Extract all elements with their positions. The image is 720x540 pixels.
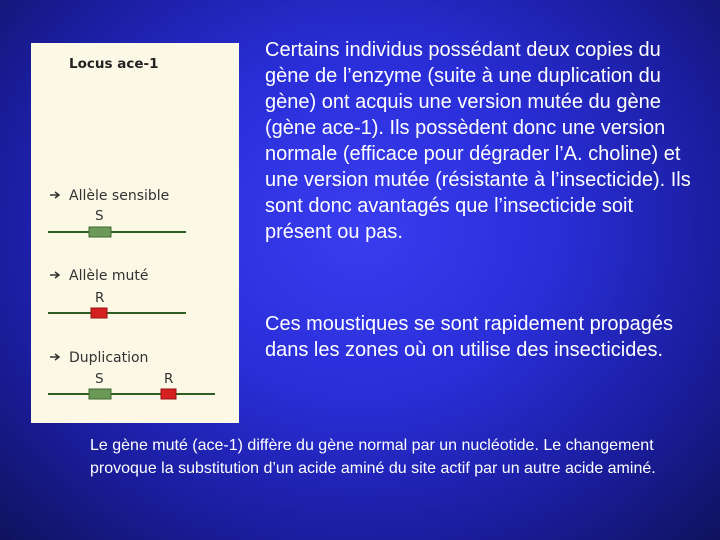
- allele-label-s: S: [95, 371, 104, 387]
- row-duplication: [48, 350, 215, 399]
- gene-mutant-box: [91, 308, 107, 318]
- explanation-paragraph-2: Ces moustiques se sont rapidement propagés dans les zones où on utilise des insecticides.: [265, 313, 674, 361]
- locus-figure: [31, 43, 239, 423]
- allele-label-s: S: [95, 208, 104, 224]
- locus-diagram: [31, 43, 239, 423]
- row-label: Allèle sensible: [69, 188, 170, 204]
- row-allele-mute: [48, 268, 186, 318]
- explanation-paragraph-1: Certains individus possédant deux copies du gène de l’enzyme (suite à une duplication du gène) ont acquis une version mutée du gène (gène ace-1). Ils possèdent donc une version normale (efficace pour dégrader l’A. choline) et une version mutée (résistante à l’insecticide). Ils sont donc avantagés que l’insecticide soit présent ou pas.: [265, 39, 691, 243]
- row-label: Allèle muté: [69, 268, 149, 284]
- gene-normal-box: [89, 389, 111, 399]
- locus-title: Locus ace-1: [69, 56, 159, 72]
- explanation-paragraph-3: Le gène muté (ace-1) diffère du gène normal par un nucléotide. Le changement provoque la substitution d’un acide aminé du site actif par un autre acide aminé.: [90, 437, 656, 477]
- arrow-icon: [50, 272, 59, 278]
- arrow-icon: [50, 192, 59, 198]
- allele-label-r: R: [95, 290, 105, 306]
- gene-normal-box: [89, 227, 111, 237]
- row-label: Duplication: [69, 350, 149, 366]
- arrow-icon: [50, 354, 59, 360]
- allele-label-r: R: [164, 371, 174, 387]
- gene-mutant-box: [161, 389, 176, 399]
- row-allele-sensible: [48, 188, 186, 237]
